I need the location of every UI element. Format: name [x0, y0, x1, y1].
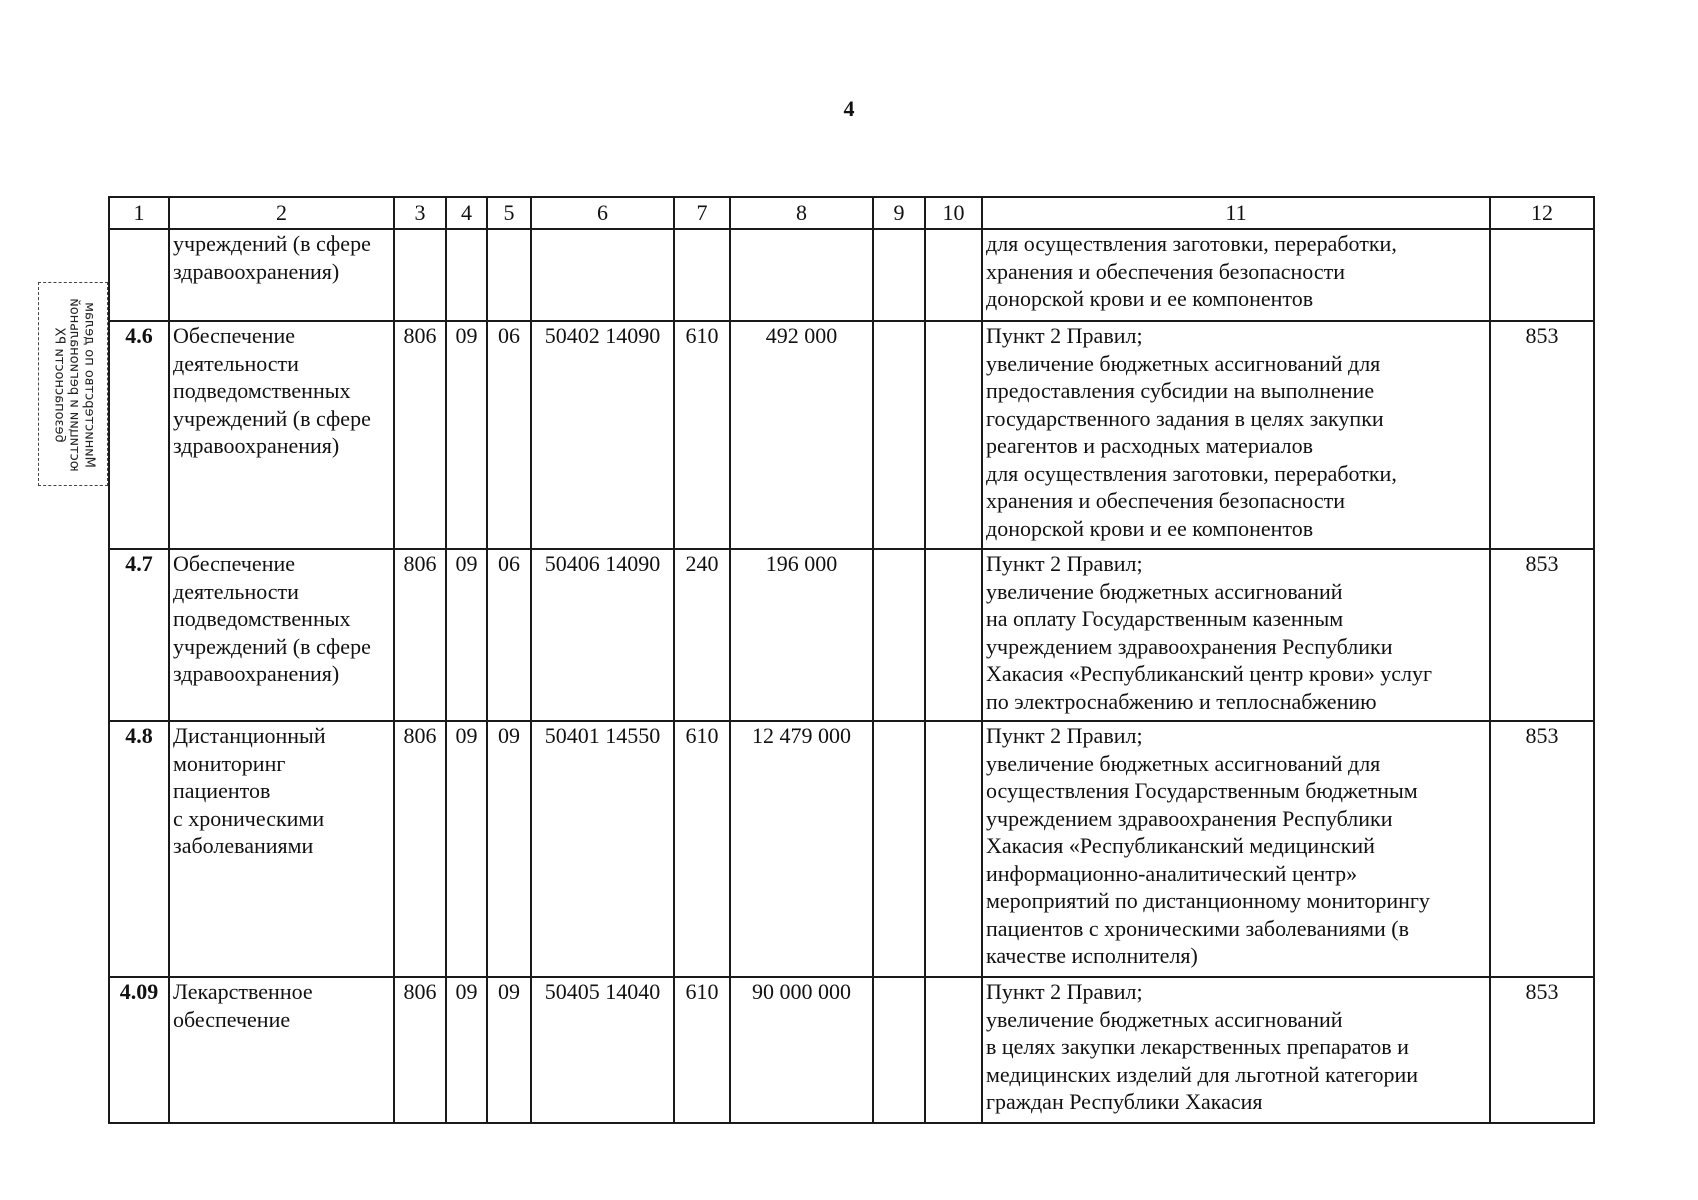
stamp-text: Министерство по делам юстиции и региональной безопасности РХ	[51, 298, 97, 472]
cell-col4: 09	[446, 721, 487, 977]
cell-col9	[873, 229, 925, 321]
cell-col12: 853	[1490, 721, 1594, 977]
header-cell-9: 9	[873, 197, 925, 229]
cell-col10	[925, 977, 982, 1123]
table-header-row	[109, 197, 1594, 229]
header-cell-5: 5	[487, 197, 531, 229]
cell-col6	[531, 229, 674, 321]
cell-col10	[925, 549, 982, 721]
row-name: Обеспечение деятельности подведомственных учреждений (в сфере здравоохранения)	[169, 549, 394, 721]
cell-col3: 806	[394, 549, 446, 721]
row-name: Лекарственное обеспечение	[169, 977, 394, 1123]
cell-col7: 610	[674, 977, 730, 1123]
cell-col8: 492 000	[730, 321, 873, 549]
cell-col5: 06	[487, 549, 531, 721]
header-cell-10: 10	[925, 197, 982, 229]
row-name: Дистанционный мониторинг пациентов с хроническими заболеваниями	[169, 721, 394, 977]
cell-col11: Пункт 2 Правил; увеличение бюджетных ассигнований в целях закупки лекарственных препаратов и медицинских изделий для льготной категории граждан Республики Хакасия	[982, 977, 1490, 1123]
header-cell-2: 2	[169, 197, 394, 229]
header-cell-12: 12	[1490, 197, 1594, 229]
cell-col8: 90 000 000	[730, 977, 873, 1123]
header-cell-6: 6	[531, 197, 674, 229]
header-cell-4: 4	[446, 197, 487, 229]
cell-col11: Пункт 2 Правил; увеличение бюджетных ассигнований для предоставления субсидии на выполнение государственного задания в целях закупки реагентов и расходных материалов для осуществления заготовки, переработки, хранения и обеспечения безопасности донорской крови и ее компонентов	[982, 321, 1490, 549]
cell-col5: 06	[487, 321, 531, 549]
cell-col4: 09	[446, 977, 487, 1123]
row-number: 4.8	[109, 721, 169, 977]
table-row	[109, 321, 1594, 549]
table-row	[109, 229, 1594, 321]
cell-col6: 50402 14090	[531, 321, 674, 549]
table-row	[109, 549, 1594, 721]
cell-col5: 09	[487, 977, 531, 1123]
cell-col5	[487, 229, 531, 321]
page-number: 4	[843, 96, 855, 121]
cell-col10	[925, 721, 982, 977]
cell-col7: 610	[674, 721, 730, 977]
cell-col3: 806	[394, 721, 446, 977]
cell-col7: 610	[674, 321, 730, 549]
cell-col4	[446, 229, 487, 321]
cell-col12: 853	[1490, 977, 1594, 1123]
registration-stamp	[38, 282, 108, 486]
cell-col7: 240	[674, 549, 730, 721]
row-number: 4.7	[109, 549, 169, 721]
cell-col12	[1490, 229, 1594, 321]
row-number	[109, 229, 169, 321]
header-cell-11: 11	[982, 197, 1490, 229]
header-cell-7: 7	[674, 197, 730, 229]
cell-col10	[925, 321, 982, 549]
cell-col3: 806	[394, 321, 446, 549]
cell-col11: для осуществления заготовки, переработки, хранения и обеспечения безопасности донорской крови и ее компонентов	[982, 229, 1490, 321]
cell-col7	[674, 229, 730, 321]
cell-col12: 853	[1490, 321, 1594, 549]
row-name: Обеспечение деятельности подведомственных учреждений (в сфере здравоохранения)	[169, 321, 394, 549]
cell-col3	[394, 229, 446, 321]
row-number: 4.6	[109, 321, 169, 549]
cell-col9	[873, 977, 925, 1123]
cell-col4: 09	[446, 321, 487, 549]
cell-col9	[873, 721, 925, 977]
cell-col12: 853	[1490, 549, 1594, 721]
cell-col11: Пункт 2 Правил; увеличение бюджетных ассигнований для осуществления Государственным бюджетным учреждением здравоохранения Республики Хакасия «Республиканский медицинский информационно-аналитический центр» мероприятий по дистанционному мониторингу пациентов с хроническими заболеваниями (в качестве исполнителя)	[982, 721, 1490, 977]
cell-col8	[730, 229, 873, 321]
row-name: учреждений (в сфере здравоохранения)	[169, 229, 394, 321]
budget-table	[108, 196, 1595, 1124]
cell-col8: 12 479 000	[730, 721, 873, 977]
cell-col11: Пункт 2 Правил; увеличение бюджетных ассигнований на оплату Государственным казенным учреждением здравоохранения Республики Хакасия «Республиканский центр крови» услуг по электроснабжению и теплоснабжению	[982, 549, 1490, 721]
cell-col6: 50405 14040	[531, 977, 674, 1123]
table-row	[109, 721, 1594, 977]
cell-col5: 09	[487, 721, 531, 977]
cell-col6: 50406 14090	[531, 549, 674, 721]
cell-col9	[873, 321, 925, 549]
cell-col9	[873, 549, 925, 721]
header-cell-3: 3	[394, 197, 446, 229]
budget-table-container	[108, 196, 1593, 1124]
cell-col6: 50401 14550	[531, 721, 674, 977]
header-cell-8: 8	[730, 197, 873, 229]
cell-col3: 806	[394, 977, 446, 1123]
cell-col10	[925, 229, 982, 321]
cell-col4: 09	[446, 549, 487, 721]
cell-col8: 196 000	[730, 549, 873, 721]
table-row	[109, 977, 1594, 1123]
row-number: 4.09	[109, 977, 169, 1123]
header-cell-1: 1	[109, 197, 169, 229]
